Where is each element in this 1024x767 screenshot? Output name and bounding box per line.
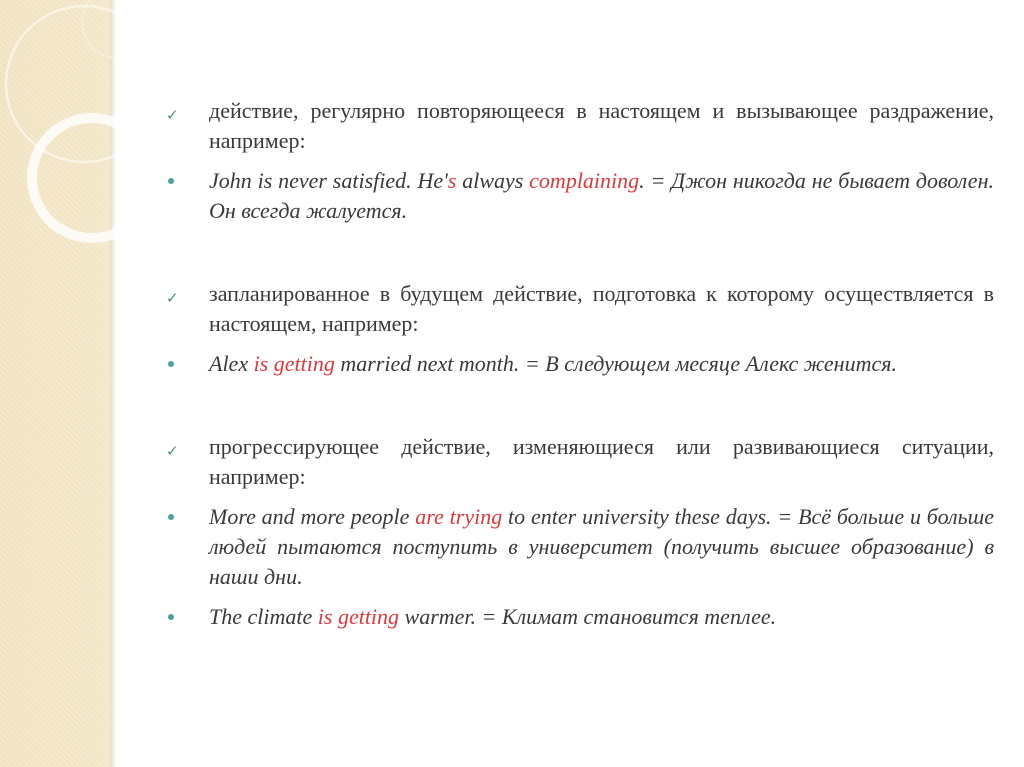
example-text — [209, 351, 897, 376]
example-highlight: s — [447, 168, 457, 193]
checkmark-icon: ✓ — [166, 289, 179, 307]
checkmark-icon: ✓ — [166, 106, 179, 124]
example-part: always — [456, 168, 530, 193]
example-highlight: are trying — [415, 504, 503, 529]
example-part: More and more people — [209, 504, 416, 529]
example-1 — [166, 166, 994, 226]
example-highlight: is getting — [253, 351, 335, 376]
checkmark-icon: ✓ — [166, 442, 179, 460]
section-heading-text: прогрессирующее действие, изменяющиеся или развивающиеся ситуации, например: — [209, 434, 994, 489]
example-part: John is never satisfied. He' — [209, 168, 448, 193]
example-2 — [166, 349, 994, 379]
example-4 — [166, 602, 994, 632]
example-part: to enter university these days. = Всё больше и больше людей пытаются поступить в университет (получить высшее образование) в наши дни. — [209, 504, 995, 589]
example-text — [209, 504, 994, 589]
example-part: warmer. = Климат становится теплее. — [399, 604, 777, 629]
example-text — [209, 168, 994, 223]
bullet-dot-icon — [168, 361, 174, 367]
example-part: . = Джон никогда не бывает доволен. Он всегда жалуется. — [209, 168, 994, 223]
section-heading-text: запланированное в будущем действие, подготовка к которому осуществляется в настоящем, например: — [209, 281, 994, 336]
bullet-dot-icon — [168, 614, 174, 620]
example-text — [209, 604, 776, 629]
bullet-dot-icon — [168, 178, 174, 184]
example-part: Alex — [209, 351, 254, 376]
decor-ring-small — [82, 0, 154, 58]
section-heading-1 — [166, 96, 994, 156]
section-heading-2 — [166, 279, 994, 339]
slide-content — [166, 96, 994, 632]
example-highlight: complaining — [529, 168, 640, 193]
example-3 — [166, 502, 994, 592]
bullet-dot-icon — [168, 514, 174, 520]
decor-ring-medium — [32, 118, 152, 238]
section-heading-3 — [166, 432, 994, 492]
example-part: The climate — [209, 604, 318, 629]
example-highlight: is getting — [317, 604, 400, 629]
section-heading-text: действие, регулярно повторяющееся в настоящем и вызывающее раздражение, например: — [209, 98, 994, 153]
example-part: married next month. = В следующем месяце Алекс женится. — [334, 351, 897, 376]
